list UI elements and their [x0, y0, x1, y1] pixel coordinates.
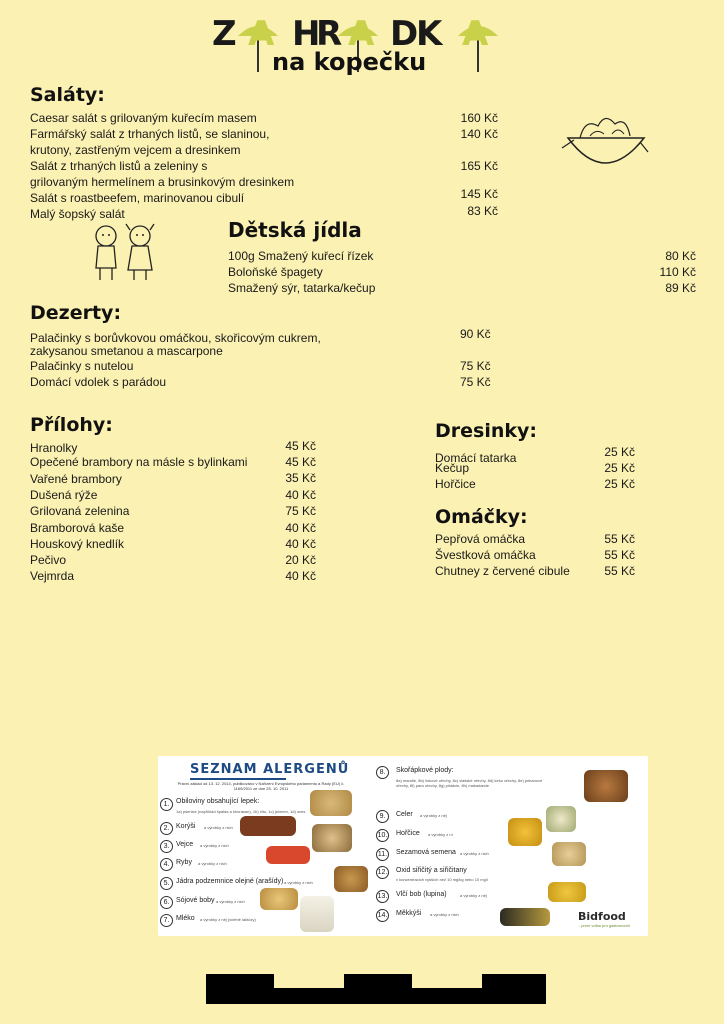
price: 55 Kč	[604, 548, 635, 562]
allergen-label: Skořápkové plody:	[396, 767, 454, 774]
bidfood-tagline: ...první volba pro gastronomii	[578, 923, 630, 928]
allergen-sub: a výrobky z něj	[460, 893, 487, 898]
allergen-label: Sezamová semena	[396, 849, 456, 856]
list-item: grilovaným hermelínem a brusinkovým dresinkem	[30, 175, 295, 189]
list-item: Palačinky s borůvkovou omáčkou, skořicovým cukrem,	[30, 331, 321, 345]
list-item: Hořčice	[435, 477, 476, 491]
allergen-sub: a výrobky z nich	[204, 825, 233, 830]
allergen-number: 10.	[376, 829, 389, 842]
list-item: Boloňské špagety	[228, 265, 323, 279]
bottom-bar	[344, 974, 412, 1004]
sesame-image	[552, 842, 586, 866]
bottom-bar	[274, 988, 344, 1004]
price: 40 Kč	[285, 521, 316, 535]
allergen-number: 12.	[376, 866, 389, 879]
allergen-sub: 8a) mandle, 8b) lískové ořechy, 8c) vlašské ořechy, 8d) kešu ořechy, 8e) pekanové ořechy, 8f) para ořechy, 8g) pistácie, 8h) makadamie	[396, 778, 543, 788]
allergen-label: Vejce	[176, 841, 194, 848]
allergen-number: 5.	[160, 877, 173, 890]
list-item: Houskový knedlík	[30, 537, 125, 551]
logo-letter: K	[416, 14, 444, 54]
list-item: Malý šopský salát	[30, 207, 125, 221]
soy-image	[260, 888, 298, 910]
allergen-sub: a výrobky z nich	[200, 843, 229, 848]
allergen-label: Celer	[396, 811, 413, 818]
price: 75 Kč	[285, 504, 316, 518]
bottom-bar	[206, 974, 274, 1004]
logo-letter: A	[348, 14, 376, 54]
allergen-number: 1.	[160, 798, 173, 811]
price: 40 Kč	[285, 488, 316, 502]
peanuts-image	[334, 866, 368, 892]
list-item: Pepřová omáčka	[435, 532, 526, 546]
allergen-number: 2.	[160, 822, 173, 835]
allergen-label: Oxid siřičitý a siřičitany	[396, 867, 467, 874]
allergen-label: Měkkýši	[396, 910, 422, 917]
logo-letter: D	[390, 14, 420, 54]
list-item: Salát z trhaných listů a zeleniny s	[30, 159, 208, 173]
allergen-number: 3.	[160, 840, 173, 853]
logo	[0, 0, 724, 80]
nuts-image	[584, 770, 628, 802]
allergen-sub: a výrobky z něj	[420, 813, 447, 818]
allergen-sub: a výrobky z nich	[284, 880, 313, 885]
detska-heading: Dětská jídla	[228, 218, 362, 242]
price: 45 Kč	[285, 455, 316, 469]
allergen-sub: a výrobky z nich	[460, 851, 489, 856]
milk-image	[300, 896, 334, 932]
allergen-sub: a výrobky z nich	[198, 861, 227, 866]
allergen-sub: a výrobky z nich	[430, 912, 459, 917]
allergen-number: 6.	[160, 896, 173, 909]
price: 40 Kč	[285, 569, 316, 583]
list-item: Caesar salát s grilovaným kuřecím masem	[30, 111, 257, 125]
allergen-label: Sójové boby	[176, 897, 215, 904]
list-item: Hranolky	[30, 441, 78, 455]
list-item: Domácí tatarka	[435, 451, 517, 465]
allergen-label: Vlčí bob (lupina)	[396, 891, 447, 898]
price: 75 Kč	[460, 375, 491, 389]
crayfish-image	[240, 816, 296, 836]
price: 89 Kč	[665, 281, 696, 295]
price: 55 Kč	[604, 532, 635, 546]
price: 35 Kč	[285, 471, 316, 485]
dresinky-heading: Dresinky:	[435, 420, 537, 442]
allergen-note: Právní základ od 13. 12. 2014, publikováno v Nařízení Evropského parlamentu a Rady (EU) č. 1169/2011 ze dne 25. 10. 2011	[177, 781, 345, 791]
lupin-image	[548, 882, 586, 902]
celery-image	[546, 806, 576, 832]
allergen-title-underline	[190, 778, 286, 780]
price: 25 Kč	[604, 461, 635, 475]
list-item: Švestková omáčka	[435, 548, 536, 562]
logo-letter: H	[292, 14, 322, 54]
salad-bowl-icon	[560, 108, 650, 182]
fish-image	[266, 846, 310, 864]
list-item: Salát s roastbeefem, marinovanou cibulí	[30, 191, 245, 205]
list-item: Vejmrda	[30, 569, 75, 583]
mustard-image	[508, 818, 542, 846]
logo-letter: A	[462, 14, 490, 54]
allergen-sub: v koncentracích vyšších než 10 mg/kg nebo 10 mg/l	[396, 877, 488, 882]
allergen-sub: a výrobky z ní	[428, 832, 453, 837]
allergen-number: 8.	[376, 766, 389, 779]
allergen-number: 7.	[160, 914, 173, 927]
list-item: Chutney z červené cibule	[435, 564, 570, 578]
list-item: Farmářský salát z trhaných listů, se slaninou,	[30, 127, 270, 141]
list-item: krutony, zastřeným vejcem a dresinkem	[30, 143, 241, 157]
list-item: zakysanou smetanou a mascarpone	[30, 344, 223, 358]
price: 145 Kč	[460, 187, 498, 201]
price: 80 Kč	[665, 249, 696, 263]
allergen-sub: a výrobky z nich	[216, 899, 245, 904]
logo-letter: A	[248, 14, 276, 54]
allergen-label: Ryby	[176, 859, 192, 866]
allergen-label: Mléko	[176, 915, 195, 922]
bottom-bar	[412, 988, 482, 1004]
price: 45 Kč	[285, 439, 316, 453]
allergen-number: 13.	[376, 890, 389, 903]
price: 55 Kč	[604, 564, 635, 578]
allergen-label: Korýši	[176, 823, 196, 830]
list-item: Kečup	[435, 461, 470, 475]
bottom-bar	[482, 974, 546, 1004]
list-item: Dušená rýže	[30, 488, 98, 502]
price: 110 Kč	[659, 265, 696, 279]
eggs-image	[312, 824, 352, 852]
allergen-number: 9.	[376, 810, 389, 823]
list-item: Pečivo	[30, 553, 67, 567]
list-item: Opečené brambory na másle s bylinkami	[30, 455, 248, 469]
list-item: Palačinky s nutelou	[30, 359, 134, 373]
list-item: Vařené brambory	[30, 472, 122, 486]
allergen-number: 4.	[160, 858, 173, 871]
logo-subtitle: na kopečku	[272, 48, 427, 76]
omacky-heading: Omáčky:	[435, 506, 528, 528]
allergen-sub: 1a) pšenice (například špalda a khorasan), 1b) žito, 1c) ječmen, 1d) oves	[176, 809, 306, 814]
price: 83 Kč	[467, 204, 498, 218]
price: 140 Kč	[460, 127, 498, 141]
prilohy-heading: Přílohy:	[30, 414, 113, 436]
logo-letter: Z	[212, 14, 238, 54]
salaty-heading: Saláty:	[30, 84, 105, 106]
list-item: 100g Smažený kuřecí řízek	[228, 249, 374, 263]
price: 160 Kč	[460, 111, 498, 125]
list-item: Smažený sýr, tatarka/kečup	[228, 281, 376, 295]
allergen-title: SEZNAM ALERGENŮ	[190, 762, 350, 777]
price: 25 Kč	[604, 445, 635, 459]
bidfood-logo	[578, 910, 642, 928]
allergen-label: Jádra podzemnice olejné (arašídy)	[176, 878, 284, 885]
list-item: Grilovaná zelenina	[30, 504, 130, 518]
allergen-label: Obiloviny obsahující lepek:	[176, 798, 260, 805]
price: 90 Kč	[460, 327, 491, 341]
price: 25 Kč	[604, 477, 635, 491]
allergen-number: 11.	[376, 848, 389, 861]
list-item: Domácí vdolek s parádou	[30, 375, 167, 389]
bidfood-brand: Bidfood	[578, 910, 626, 923]
children-icon	[88, 222, 162, 284]
logo-letter: R	[316, 14, 344, 54]
price: 165 Kč	[460, 159, 498, 173]
allergen-sub: a výrobky z něj (včetně laktózy)	[200, 917, 256, 922]
price: 40 Kč	[285, 537, 316, 551]
price: 75 Kč	[460, 359, 491, 373]
mussels-image	[500, 908, 550, 926]
allergen-number: 14.	[376, 909, 389, 922]
list-item: Bramborová kaše	[30, 521, 125, 535]
dezerty-heading: Dezerty:	[30, 302, 122, 324]
wheat-image	[310, 790, 352, 816]
price: 20 Kč	[285, 553, 316, 567]
allergen-label: Hořčice	[396, 830, 420, 837]
